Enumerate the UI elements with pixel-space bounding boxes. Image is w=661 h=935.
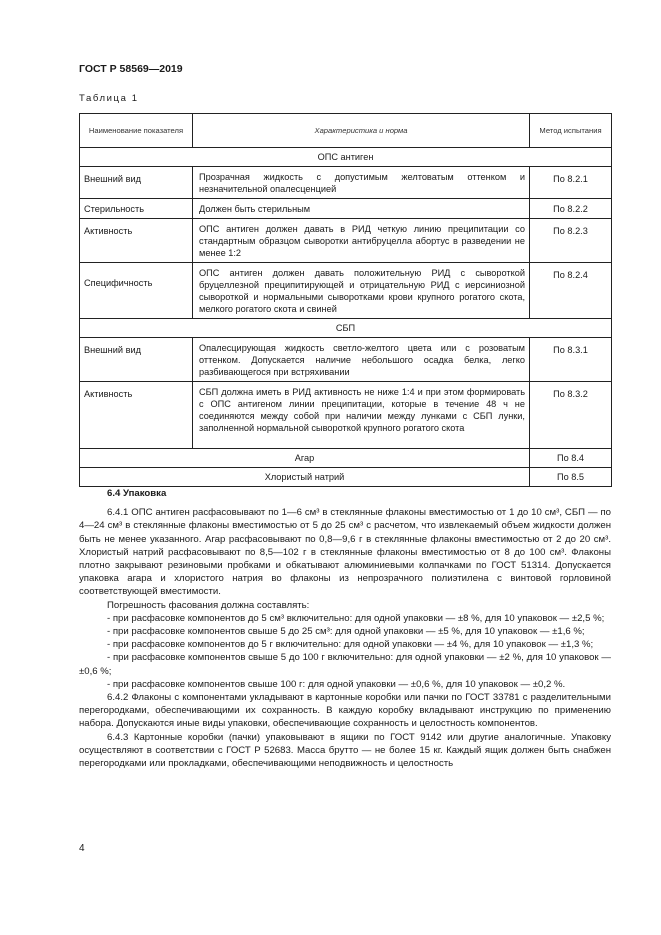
row-name: Специфичность (80, 263, 193, 319)
table-row (80, 219, 612, 263)
row-method: По 8.3.1 (530, 338, 612, 382)
table-row (80, 199, 612, 219)
row-name: Активность (80, 219, 193, 263)
header-method: Метод испытания (530, 114, 612, 148)
row-name: Активность (80, 382, 193, 449)
table-row (80, 167, 612, 199)
row-method: По 8.2.2 (530, 199, 612, 219)
group-row-sbp (80, 319, 612, 338)
group-label-sbp: СБП (80, 319, 612, 338)
document-code: ГОСТ Р 58569—2019 (79, 63, 183, 75)
row-method: По 8.5 (530, 468, 612, 487)
row-characteristic: Опалесцирующая жидкость светло-желтого цвета или с розоватым оттенком. Допускается наличие небольшого осадка белка, легко разбивающегося при встряхивании (193, 338, 530, 382)
row-name: Стерильность (80, 199, 193, 219)
paragraph-6-4-3: 6.4.3 Картонные коробки (пачки) упаковывают в ящики по ГОСТ 9142 или другие аналогичные. Упаковку осуществляют в соответствии с ГОСТ Р 52683. Масса брутто — не более 15 кг. Каждый ящик должен быть снабжен перегородками или прокладками, обеспечивающими неподвижность и целостность (79, 731, 611, 770)
row-characteristic: Прозрачная жидкость с допустимым желтоватым оттенком и незначительной опалесценцией (193, 167, 530, 199)
section-packaging (79, 487, 611, 770)
group-label-ops: ОПС антиген (80, 148, 612, 167)
list-item: - при расфасовке компонентов свыше 5 до 100 г включительно: для одной упаковки — ±2 %, для 10 упаковок — ±0,6 %; (79, 652, 611, 677)
row-characteristic: ОПС антиген должен давать положительную РИД с сывороткой бруцеллезной преципитирующей и отрицательную РИД с иерсиниозной сывороткой и нормальными сыворотками крови крупного рогатого скота, мелкого рогатого скота и свиней (193, 263, 530, 319)
list-item: - при расфасовке компонентов свыше 5 до 25 см³: для одной упаковки — ±5 %, для 10 упаковок — ±1,6 %; (107, 626, 585, 638)
row-method: По 8.2.3 (530, 219, 612, 263)
page-number: 4 (79, 843, 85, 854)
row-method: По 8.2.4 (530, 263, 612, 319)
row-method: По 8.2.1 (530, 167, 612, 199)
table-caption: Таблица 1 (79, 93, 139, 104)
characteristics-table (79, 113, 612, 487)
row-name: Внешний вид (80, 338, 193, 382)
table-row (80, 449, 612, 468)
row-characteristic: ОПС антиген должен давать в РИД четкую линию преципитации со стандартным образцом сыворотки антибруцелла абортус в разведении не менее 1:2 (193, 219, 530, 263)
row-characteristic: Должен быть стерильным (193, 199, 530, 219)
table-row (80, 263, 612, 319)
row-name: Внешний вид (80, 167, 193, 199)
table-row (80, 468, 612, 487)
row-method: По 8.3.2 (530, 382, 612, 449)
list-item: - при расфасовке компонентов до 5 г включительно: для одной упаковки — ±4 %, для 10 упаковок — ±1,3 %; (107, 639, 594, 651)
table-row (80, 382, 612, 449)
list-item: - при расфасовке компонентов до 5 см³ включительно: для одной упаковки — ±8 %, для 10 упаковок — ±2,5 %; (107, 612, 605, 624)
group-row-ops (80, 148, 612, 167)
header-name: Наименование показателя (80, 114, 193, 148)
section-title: 6.4 Упаковка (107, 488, 167, 499)
table-header-row (80, 114, 612, 148)
paragraph-6-4-1: 6.4.1 ОПС антиген расфасовывают по 1—6 см³ в стеклянные флаконы вместимостью от 1 до 10 см³, СБП — по 4—24 см³ в стеклянные флаконы вместимостью от 5 до 25 см³ с расчетом, что извлекаемый объем жидкости должен быть не менее указанного. Агар расфасовывают по 0,8—9,6 г в стеклянные флаконы вместимостью от 2 до 20 см³. Хлористый натрий расфасовывают по 8,5—102 г в стеклянные флаконы вместимостью от 8 до 100 см³. Флаконы плотно закрывают резиновыми пробками и обкатывают алюминиевыми колпачками по ГОСТ 51314. Допускается упаковка агара и хлористого натрия во флаконы из непрозрачного полиэтилена с винтовой горловиной соответствующей вместимости. (79, 507, 611, 598)
paragraph-tolerance-intro: Погрешность фасования должна составлять: (107, 599, 310, 611)
row-name-agar: Агар (80, 449, 530, 468)
header-characteristic: Характеристика и норма (193, 114, 530, 148)
row-characteristic: СБП должна иметь в РИД активность не ниже 1:4 и при этом формировать с ОПС антигеном линии преципитации, которые в течение 48 ч не соединяются между собой при наличии между лунками с СБП лунки, заполненной нормальной сывороткой крупного рогатого скота (193, 382, 530, 449)
paragraph-6-4-2: 6.4.2 Флаконы с компонентами укладывают в картонные коробки или пачки по ГОСТ 33781 с разделительными перегородками, обеспечивающими их сохранность. В каждую коробку вкладывают инструкцию по применению набора. Допускаются иные виды упаковки, обеспечивающие сохранность и целостность компонентов. (79, 692, 611, 730)
row-name-sodium-chloride: Хлористый натрий (80, 468, 530, 487)
list-item: - при расфасовке компонентов свыше 100 г: для одной упаковки — ±0,6 %, для 10 упаковок — ±0,2 %. (107, 678, 566, 690)
table-row (80, 338, 612, 382)
row-method: По 8.4 (530, 449, 612, 468)
